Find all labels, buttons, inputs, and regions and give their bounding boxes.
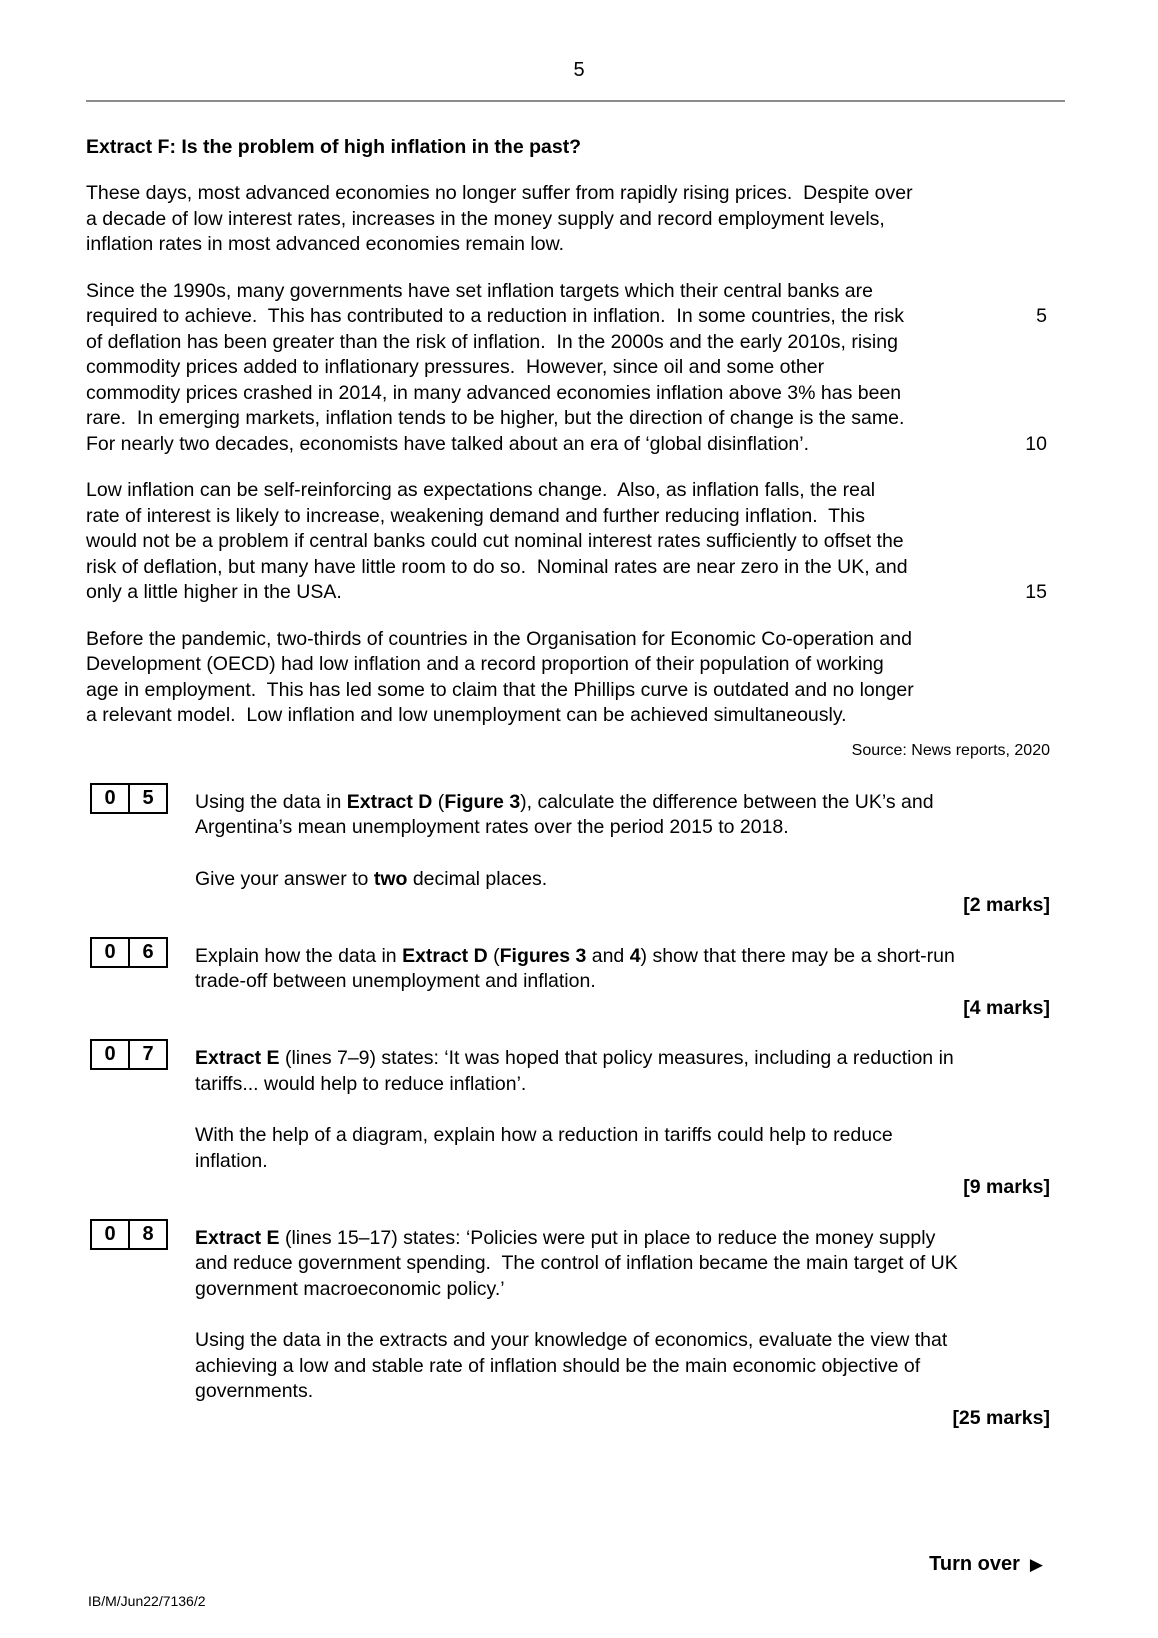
question-text	[195, 1039, 954, 1174]
text-line: age in employment. This has led some to claim that the Phillips curve is outdated and no longer	[86, 678, 914, 701]
extract-paragraph	[86, 181, 1050, 258]
text: (	[487, 944, 500, 967]
text: achieving a low and stable rate of inflation should be the main economic objective of	[195, 1354, 921, 1377]
question-block	[195, 1226, 958, 1303]
text: government macroeconomic policy.’	[195, 1277, 505, 1300]
question-block	[195, 944, 955, 995]
footer-code: IB/M/Jun22/7136/2	[88, 1593, 206, 1609]
text-line: commodity prices added to inflationary pressures. However, since oil and some other	[86, 356, 825, 378]
extract-paragraph	[86, 478, 1050, 606]
text: Using the data in	[195, 790, 347, 813]
question-block	[195, 867, 934, 893]
text-line: rare. In emerging markets, inflation tends to be higher, but the direction of change is the same.	[86, 407, 905, 429]
question-number-box	[90, 1039, 168, 1070]
text-line: would not be a problem if central banks could cut nominal interest rates sufficiently to offset the	[86, 530, 904, 552]
text-line	[195, 1277, 958, 1303]
bold-text: 4	[629, 944, 641, 967]
text-line	[195, 815, 934, 841]
text-line	[195, 1354, 958, 1380]
bold-text: Extract D	[346, 790, 433, 813]
text: inflation.	[195, 1149, 268, 1172]
text-line: These days, most advanced economies no longer suffer from rapidly rising prices. Despite over	[86, 182, 913, 204]
bold-text: two	[373, 867, 408, 890]
text-line: For nearly two decades, economists have talked about an era of ‘global disinflation’.	[86, 432, 810, 455]
text: trade-off between unemployment and inflation.	[195, 970, 596, 992]
question-row	[86, 1219, 1050, 1405]
extract-paragraph	[86, 279, 1050, 458]
text: governments.	[195, 1380, 314, 1402]
text-line	[195, 1251, 958, 1277]
text-line	[195, 1046, 954, 1072]
text-line: Low inflation can be self-reinforcing as expectations change. Also, as inflation falls, the real	[86, 479, 876, 501]
marks-label: [4 marks]	[963, 996, 1050, 1019]
question-row	[86, 783, 1050, 893]
margin-line-number: 15	[1025, 581, 1047, 603]
extract-paragraph	[86, 627, 1050, 729]
text: (	[432, 790, 445, 813]
text-line	[195, 790, 934, 816]
text: tariffs... would help to reduce inflation’.	[195, 1072, 527, 1095]
bold-text: Figures 3	[499, 944, 587, 967]
bold-text: Figure 3	[444, 790, 521, 813]
text-line	[195, 1072, 954, 1098]
question-row	[86, 1039, 1050, 1174]
text-line: a decade of low interest rates, increases in the money supply and record employment levels,	[86, 207, 885, 230]
extract-paragraphs	[86, 181, 1050, 729]
question-number-cell: 0	[104, 940, 116, 963]
question	[86, 783, 1050, 919]
text: With the help of a diagram, explain how a reduction in tariffs could help to reduce	[195, 1124, 893, 1146]
turn-over-label: Turn over	[929, 1553, 1020, 1575]
margin-line-number: 5	[1036, 305, 1047, 327]
question	[86, 1039, 1050, 1201]
text: ) show that there may be a short-run	[640, 944, 955, 967]
text-line: Development (OECD) had low inflation and a record proportion of their population of working	[86, 653, 884, 675]
bold-text: Extract E	[195, 1047, 280, 1069]
margin-line-number: 10	[1025, 432, 1047, 455]
text: (lines 7–9) states: ‘It was hoped that policy measures, including a reduction in	[279, 1047, 954, 1069]
bold-text: Extract E	[195, 1226, 280, 1249]
header-rule	[86, 100, 1065, 102]
question-block	[195, 1046, 954, 1097]
question-number-box	[90, 937, 168, 968]
question-number-cell: 0	[104, 1222, 116, 1245]
text: Using the data in the extracts and your knowledge of economics, evaluate the view that	[195, 1329, 948, 1351]
text-line: Since the 1990s, many governments have set inflation targets which their central banks are	[86, 279, 873, 302]
text-line: Before the pandemic, two-thirds of countries in the Organisation for Economic Co-operation and	[86, 627, 912, 650]
marks-label: [2 marks]	[963, 894, 1050, 916]
question-text	[195, 1219, 958, 1405]
text: and reduce government spending. The control of inflation became the main target of UK	[195, 1252, 958, 1274]
text: Argentina’s mean unemployment rates over the period 2015 to 2018.	[195, 816, 789, 838]
question-number-cell: 0	[104, 786, 116, 809]
marks-label: [25 marks]	[952, 1406, 1050, 1429]
text-line	[195, 944, 955, 970]
question-block	[195, 1123, 954, 1174]
bold-text: Extract D	[402, 944, 488, 967]
text: (lines 15–17) states: ‘Policies were put in place to reduce the money supply	[279, 1226, 936, 1249]
questions	[86, 783, 1050, 1432]
text-line: of deflation has been greater than the risk of inflation. In the 2000s and the early 2010s, rising	[86, 330, 898, 353]
turn-over	[929, 1553, 1043, 1576]
text-line: rate of interest is likely to increase, weakening demand and further reducing inflation. This	[86, 504, 865, 527]
text-line: required to achieve. This has contributed to a reduction in inflation. In some countries, the risk	[86, 305, 905, 327]
text-line: only a little higher in the USA.	[86, 581, 342, 603]
text-line: a relevant model. Low inflation and low unemployment can be achieved simultaneously.	[86, 704, 847, 726]
text: ), calculate the difference between the UK’s and	[520, 790, 934, 813]
turn-over-icon: ▶	[1029, 1555, 1043, 1574]
page-number: 5	[573, 59, 585, 81]
question-number-cell: 6	[128, 939, 166, 966]
text: Explain how the data in	[195, 944, 403, 967]
question	[86, 1219, 1050, 1432]
text-line	[195, 1123, 954, 1149]
text-line	[195, 969, 955, 995]
text: decimal places.	[407, 867, 548, 890]
text-line	[195, 1226, 958, 1252]
question-text	[195, 783, 934, 893]
text: and	[586, 944, 630, 967]
text-line: risk of deflation, but many have little room to do so. Nominal rates are near zero in the UK, and	[86, 555, 908, 578]
text-line	[195, 1379, 958, 1405]
question-block	[195, 1328, 958, 1405]
question-number-box	[90, 1219, 168, 1250]
question-number-cell: 5	[128, 785, 166, 812]
question	[86, 937, 1050, 1022]
text-line: commodity prices crashed in 2014, in many advanced economies inflation above 3% has been	[86, 381, 902, 404]
question-number-cell: 7	[128, 1041, 166, 1068]
text-line: inflation rates in most advanced economies remain low.	[86, 233, 564, 255]
question-number-cell: 8	[128, 1221, 166, 1248]
question-block	[195, 790, 934, 841]
question-number-cell: 0	[104, 1043, 116, 1065]
question-row	[86, 937, 1050, 995]
question-text	[195, 937, 955, 995]
marks-label: [9 marks]	[963, 1176, 1050, 1198]
source-note: Source: News reports, 2020	[851, 741, 1050, 759]
page-content	[86, 134, 1050, 1431]
extract-title: Extract F: Is the problem of high inflation in the past?	[86, 136, 582, 158]
text-line	[195, 867, 934, 893]
text-line	[195, 1149, 954, 1175]
text: Give your answer to	[195, 867, 374, 890]
question-number-box	[90, 783, 168, 814]
text-line	[195, 1328, 958, 1354]
